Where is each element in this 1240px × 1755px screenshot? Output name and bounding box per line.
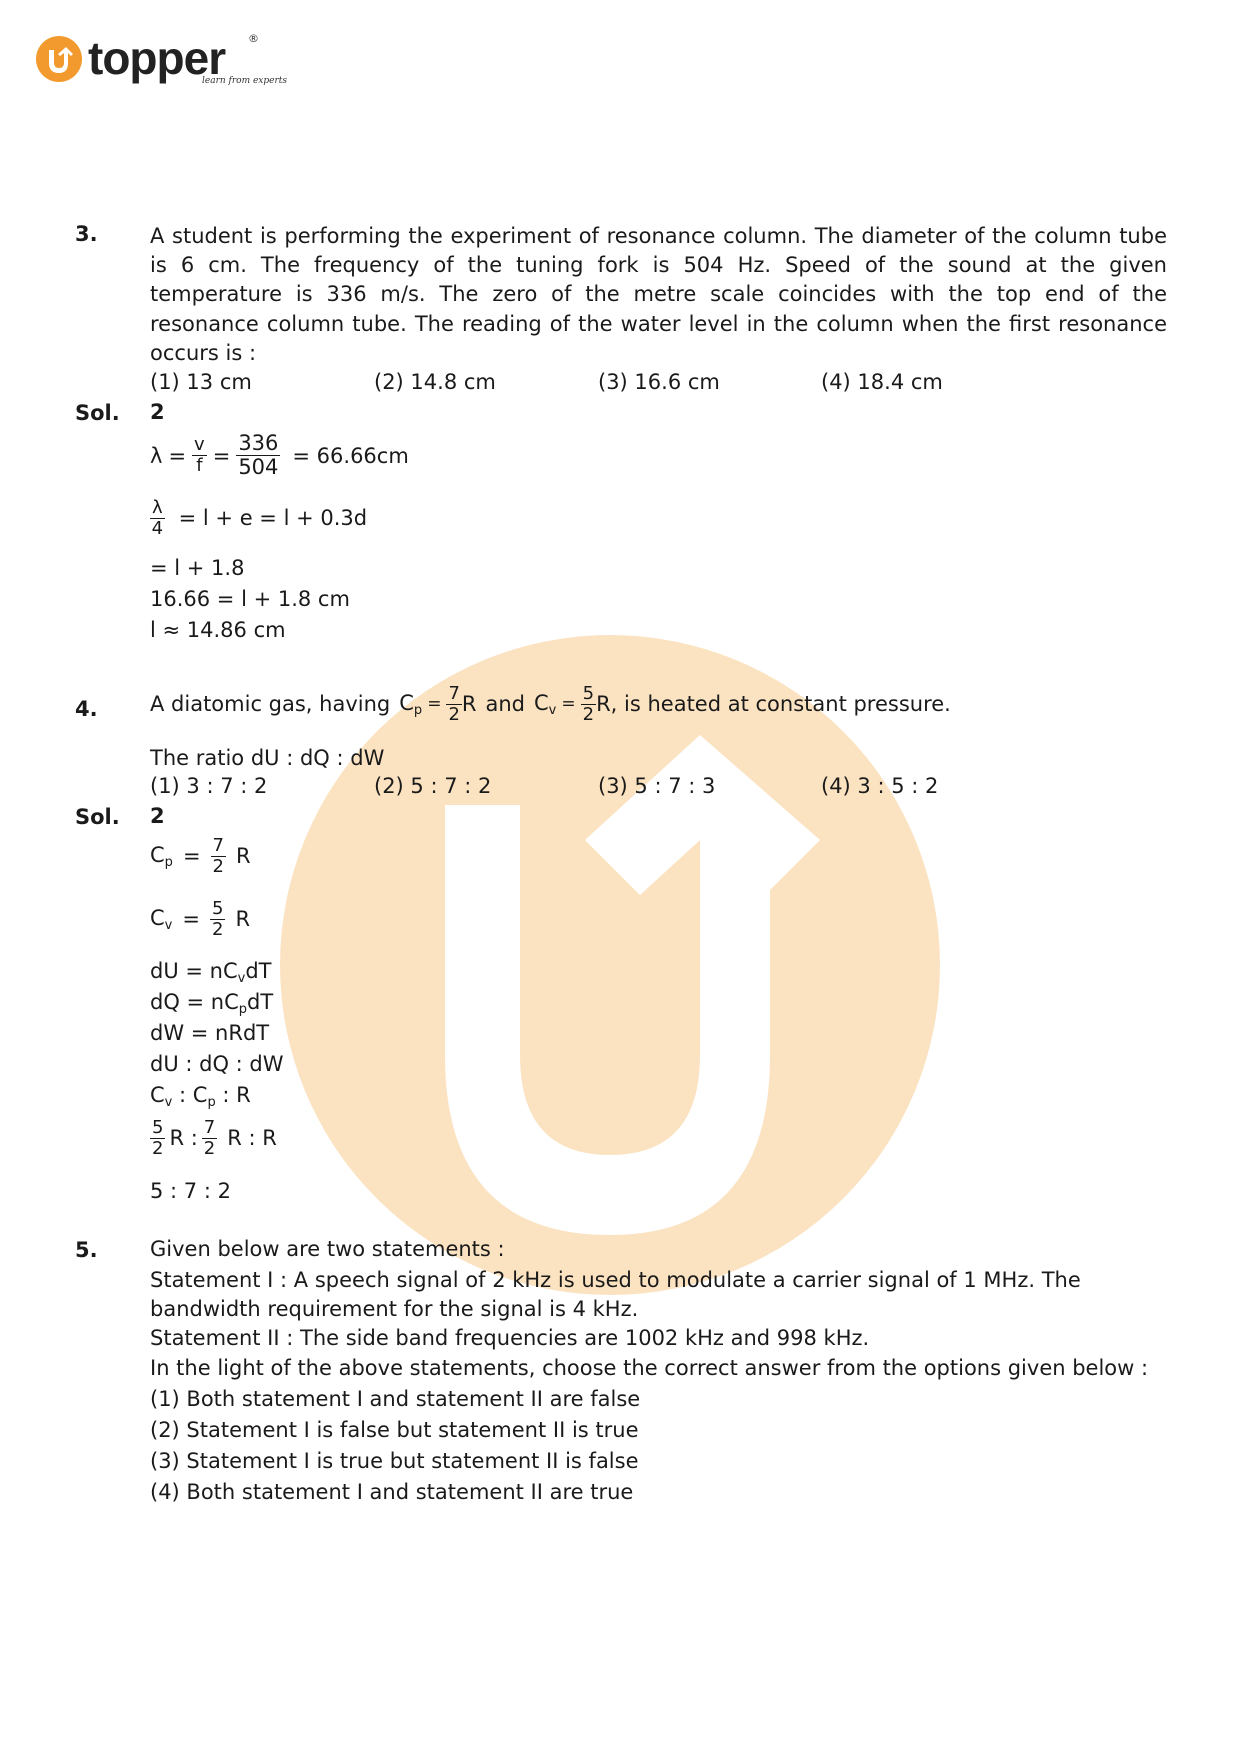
question-3-sol-label: Sol. bbox=[75, 401, 120, 425]
dw-equation: dW = nRdT bbox=[150, 1021, 270, 1045]
wavelength-result: = 66.66cm bbox=[292, 443, 409, 468]
question-5-intro: Given below are two statements : bbox=[150, 1237, 505, 1261]
end-correction-equation: = l + e = l + 0.3d bbox=[178, 506, 368, 531]
cv-equation: $C_v$ = $\frac{5}{2}$ R bbox=[150, 898, 251, 940]
topper-watermark bbox=[280, 635, 940, 1295]
fraction-336-over-504: $\frac{336}{504}$ bbox=[238, 431, 279, 480]
question-3-answer: 2 bbox=[150, 400, 165, 424]
question-3-option-4: (4) 18.4 cm bbox=[821, 370, 943, 394]
question-5-prompt: In the light of the above statements, choose the correct answer from the options given below : bbox=[150, 1356, 1149, 1380]
logo-circle-icon bbox=[36, 36, 82, 82]
question-4-option-1: (1) 3 : 7 : 2 bbox=[150, 774, 268, 798]
equation-quarter-wavelength bbox=[150, 498, 367, 539]
fraction-lambda-over-4: $\frac{\lambda}{4}$ bbox=[151, 497, 164, 539]
lambda-symbol: λ bbox=[150, 443, 163, 468]
question-4-option-3: (3) 5 : 7 : 3 bbox=[598, 774, 716, 798]
solution-line-3: = l + 1.8 bbox=[150, 556, 245, 580]
logo-wordmark: topper bbox=[88, 32, 226, 84]
question-5-option-3: (3) Statement I is true but statement II is false bbox=[150, 1449, 639, 1473]
question-3-text: A student is performing the experiment of resonance column. The diameter of the column tube is 6 cm. The frequency of the tuning fork is 504 Hz. Speed of the sound at the given temperature is 336 m/s. The zero of the metre scale coincides with the top end of the resonance column tube. The reading of the water level in the column when the first resonance occurs is : bbox=[150, 224, 1167, 365]
question-4-ratio-line: The ratio dU : dQ : dW bbox=[150, 746, 385, 770]
fraction-v-over-f: $\frac{v}{f}$ bbox=[194, 434, 205, 477]
cp-equation: $C_p$ = $\frac{7}{2}$ R bbox=[150, 835, 251, 877]
solution-line-5: l ≈ 14.86 cm bbox=[150, 618, 286, 642]
statement-1: Statement I : A speech signal of 2 kHz is used to modulate a carrier signal of 1 MHz. The bandwidth requirement for the signal is 4 kHz. bbox=[150, 1268, 1081, 1322]
question-4-option-2: (2) 5 : 7 : 2 bbox=[374, 774, 492, 798]
logo-registered-mark: ® bbox=[248, 32, 259, 45]
question-3-option-1: (1) 13 cm bbox=[150, 370, 252, 394]
question-4-sol-label: Sol. bbox=[75, 805, 120, 829]
question-5-option-4: (4) Both statement I and statement II are true bbox=[150, 1480, 634, 1504]
question-4-statement: A diatomic gas, having $C_p$ = $\frac{7}{2}$ R and $C_v$ = $\frac{5}{2}$ R, is heated at constant pressure. bbox=[150, 683, 951, 725]
logo-tagline: learn from experts bbox=[202, 76, 288, 86]
solution-line-4: 16.66 = l + 1.8 cm bbox=[150, 587, 350, 611]
question-4-option-4: (4) 3 : 5 : 2 bbox=[821, 774, 939, 798]
question-5-option-2: (2) Statement I is false but statement II is true bbox=[150, 1418, 639, 1442]
du-equation: dU = $nC_vdT$ bbox=[150, 959, 272, 986]
fraction-ratio-line: $\frac{5}{2}$ R : $\frac{7}{2}$ R : R bbox=[152, 1117, 277, 1159]
statement-2: Statement II : The side band frequencies are 1002 kHz and 998 kHz. bbox=[150, 1326, 870, 1350]
fraction-5-over-2: $\frac{5}{2}$ bbox=[582, 683, 595, 725]
question-4-answer: 2 bbox=[150, 804, 165, 828]
question-3-number: 3. bbox=[75, 222, 98, 246]
ratio-expression: dU : dQ : dW bbox=[150, 1052, 284, 1076]
question-5-option-1: (1) Both statement I and statement II are false bbox=[150, 1387, 641, 1411]
final-ratio: 5 : 7 : 2 bbox=[150, 1179, 231, 1203]
fraction-7-over-2: $\frac{7}{2}$ bbox=[448, 683, 460, 725]
equation-wavelength: λ = $\frac{v}{f}$ = $\frac{336}{504}$ = 66.66cm bbox=[150, 431, 409, 480]
cv-cp-ratio: $C_v$ : $C_p$ : R bbox=[150, 1083, 251, 1110]
question-3-option-2: (2) 14.8 cm bbox=[374, 370, 496, 394]
question-5-number: 5. bbox=[75, 1238, 98, 1262]
question-4-number: 4. bbox=[75, 697, 98, 721]
question-3-option-3: (3) 16.6 cm bbox=[598, 370, 720, 394]
dq-equation: dQ = $nC_pdT$ bbox=[150, 990, 274, 1017]
